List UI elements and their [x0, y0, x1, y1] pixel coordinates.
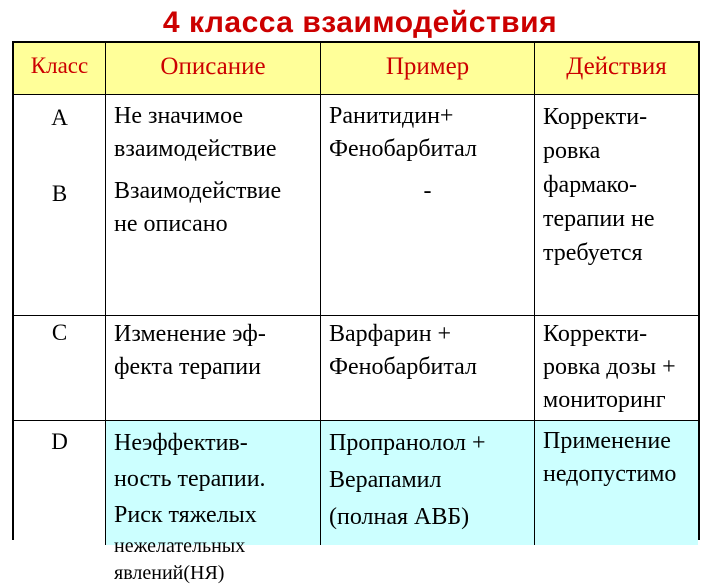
row-d-class: D [51, 429, 68, 454]
table-header-row [14, 43, 698, 95]
header-example: Пример [385, 53, 470, 80]
row-b-example: - [423, 178, 432, 204]
header-actions: Действия [566, 53, 667, 80]
row-d-actions: Применение недопустимо [543, 428, 677, 487]
row-b-class: B [51, 181, 68, 206]
row-b-description: Взаимодействие не описано [114, 178, 282, 237]
table-row-c [14, 315, 698, 421]
row-c-description: Изменение эф- фекта терапии [114, 321, 266, 380]
row-d-description-small: нежелательных явлений(НЯ) [114, 535, 246, 584]
row-c-actions: Корректи- ровка дозы + мониторинг [543, 321, 676, 413]
row-ab-actions: Корректи- ровка фармако- терапии не требуется [543, 104, 655, 266]
interaction-classes-table [12, 41, 700, 584]
row-a-example: Ранитидин+ Фенобарбитал [329, 103, 477, 162]
row-c-class: C [51, 320, 68, 345]
header-class: Класс [30, 53, 89, 78]
header-description: Описание [160, 53, 266, 80]
row-a-description: Не значимое взаимодействие [114, 103, 277, 162]
row-d-description: Неэффектив- ность терапии. Риск тяжелых [114, 430, 266, 528]
table-row-d [14, 420, 698, 584]
row-c-example: Варфарин + Фенобарбитал [329, 321, 477, 380]
table-group-ab [14, 95, 698, 315]
page-title: 4 класса взаимодействия [162, 6, 558, 39]
row-d-example: Пропранолол + Верапамил (полная АВБ) [329, 430, 486, 530]
row-a-class: A [51, 105, 68, 130]
